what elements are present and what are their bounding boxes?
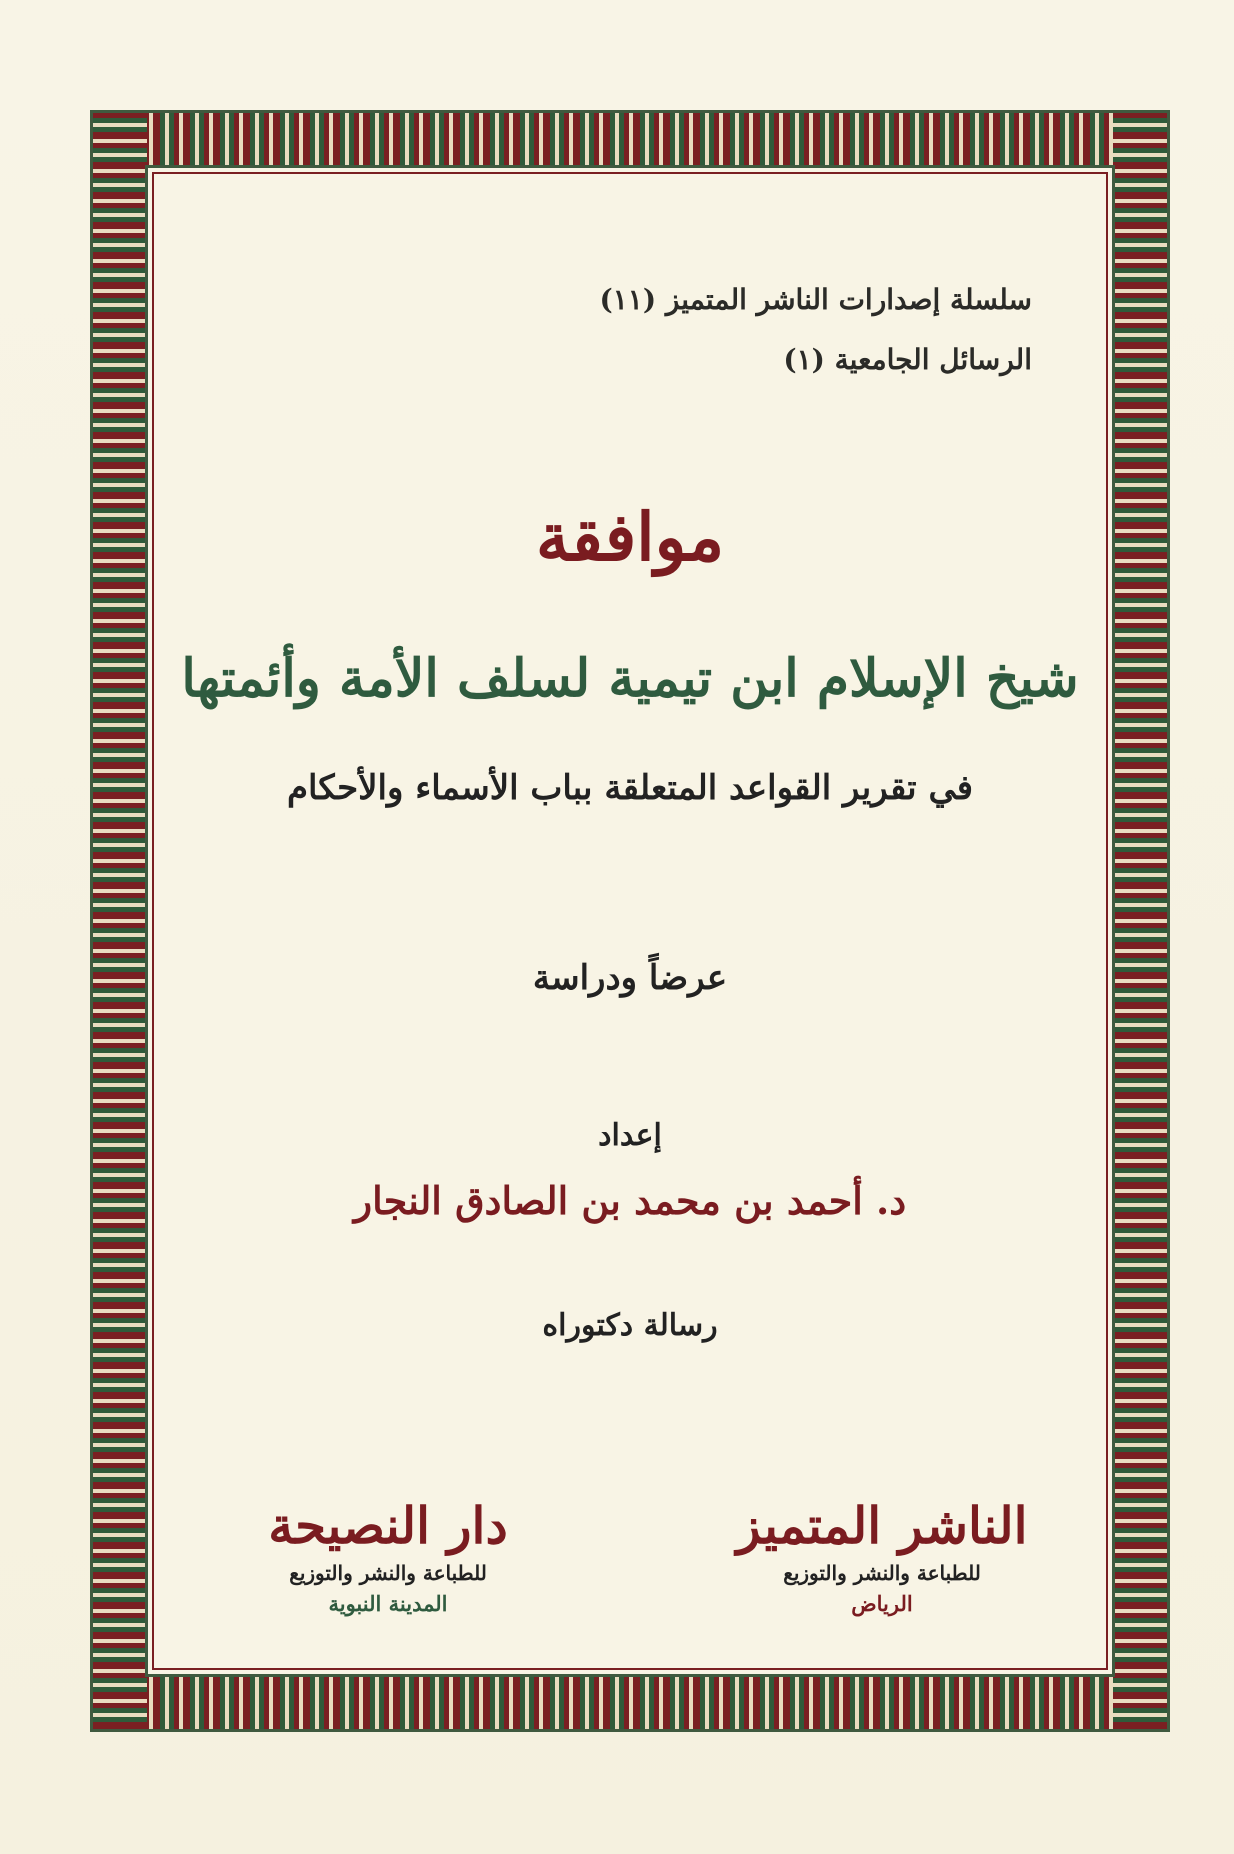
ornamental-frame xyxy=(90,110,1170,1732)
study-label: عرضاً ودراسة xyxy=(532,958,728,998)
thesis-label: رسالة دكتوراه xyxy=(542,1308,718,1343)
publisher-left-subtitle: للطباعة والنشر والتوزيع xyxy=(289,1561,487,1585)
publisher-left-name: دار النصيحة xyxy=(268,1496,508,1555)
series-line-2: الرسائل الجامعية (١) xyxy=(783,343,1032,376)
prepared-by-label: إعداد xyxy=(598,1118,662,1153)
series-line-1: سلسلة إصدارات الناشر المتميز (١١) xyxy=(599,283,1032,316)
cover-content xyxy=(148,168,1112,1674)
book-subtitle: شيخ الإسلام ابن تيمية لسلف الأمة وأئمتها xyxy=(181,648,1079,709)
publisher-left xyxy=(238,1498,538,1616)
publisher-right-city: الرياض xyxy=(851,1591,913,1616)
author-name: د. أحمد بن محمد بن الصادق النجار xyxy=(353,1178,907,1223)
publisher-right xyxy=(732,1498,1032,1616)
publisher-left-city: المدينة النبوية xyxy=(328,1591,448,1616)
publisher-right-name: الناشر المتميز xyxy=(736,1496,1028,1555)
book-subtitle-2: في تقرير القواعد المتعلقة بباب الأسماء والأحكام xyxy=(286,768,974,808)
cover-panel xyxy=(145,165,1115,1677)
book-title: موافقة xyxy=(535,498,725,576)
publisher-right-subtitle: للطباعة والنشر والتوزيع xyxy=(783,1561,981,1585)
